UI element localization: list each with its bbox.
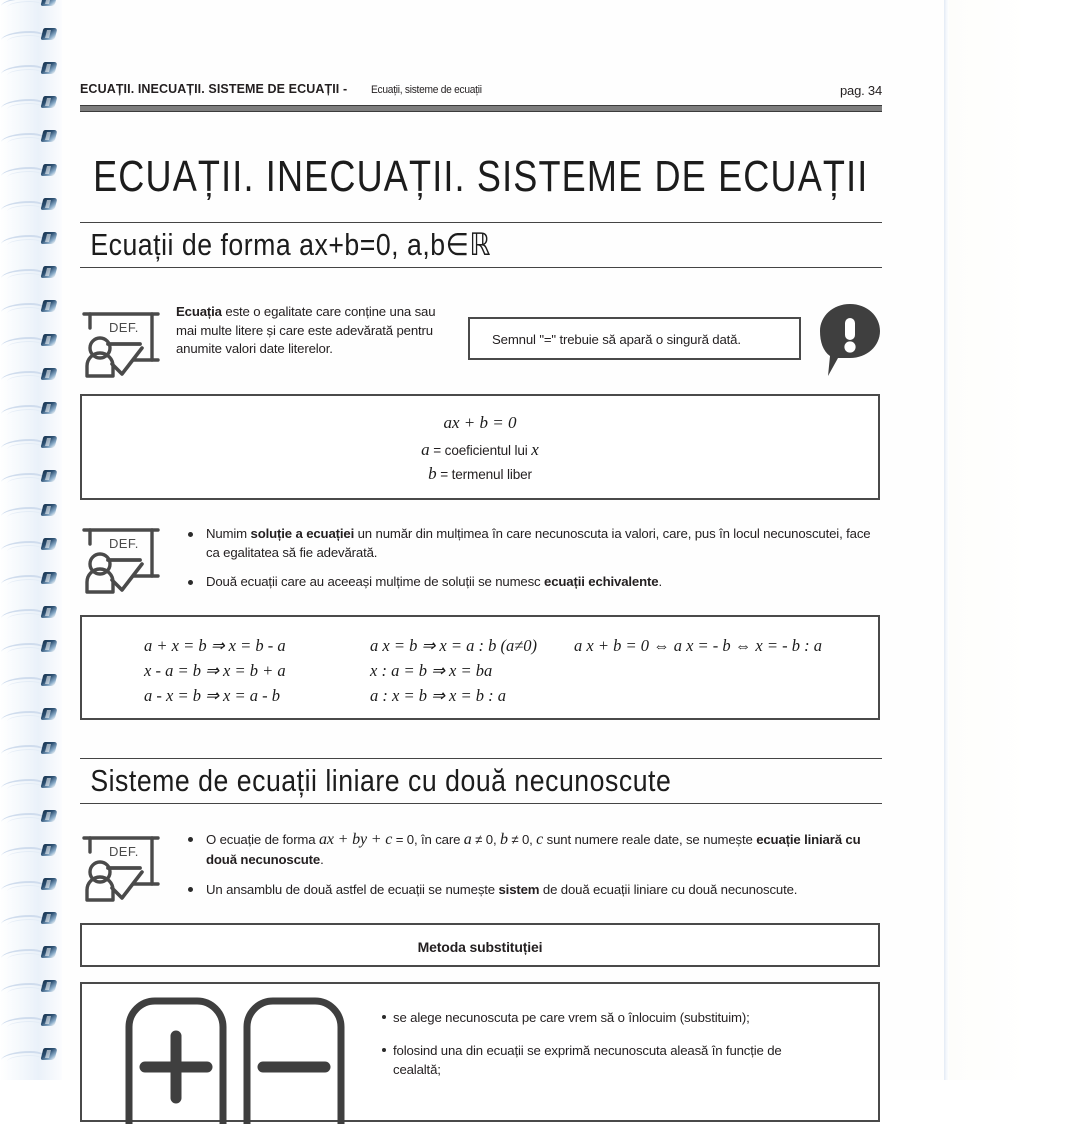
running-header-subtitle: Ecuații, sisteme de ecuații [371,84,482,96]
s2-bullet-1-mid-2: ≠ 0, [471,832,500,847]
page-number: pag. 34 [840,83,882,98]
formula-a-text: = coeficientul lui [429,443,532,458]
running-header-title: ECUAȚII. INECUAȚII. SISTEME DE ECUAȚII - [80,82,348,96]
section-1-rule-bottom [80,267,882,268]
list-item: se alege necunoscuta pe care vrem să o înlocuim (substituim); [382,1008,832,1027]
formula-line-b [82,464,878,485]
definition-icon-2-label: DEF. [109,536,139,551]
s2-bullet-1-math-3: b [499,831,508,848]
spiral-ring [2,708,60,721]
spiral-ring [2,1048,60,1061]
definition-icon [78,304,164,376]
spiral-ring [2,96,60,109]
section-1-heading: Ecuații de forma ax+b=0, a,b∈ℝ [90,227,492,262]
s2-bullet-1-math-2: a [463,831,472,848]
s2-bullet-1-math-4: c [536,831,544,848]
s2-bullet-1-mid-4: sunt numere reale date, se numește [543,832,757,847]
page-right-margin [949,0,1080,1080]
warning-icon [818,302,882,378]
spiral-ring [2,28,60,41]
equation-c1-r2: x - a = b ⇒ x = b + a [144,661,286,680]
s2-bullet-1-mid-1: = 0, în care [392,832,464,847]
spiral-ring [2,130,60,143]
bullet-1-post: un număr din mulțimea în care necunoscuta ia valori, care, pus în locul necunoscutei, face ca egalitatea să fie adevărată. [206,526,871,560]
equation-c2-r2: x : a = b ⇒ x = ba [370,661,493,680]
s2-bullet-1-pre: O ecuație de forma [206,832,319,847]
formula-a-var: x [531,440,539,459]
method-title-box [80,923,880,967]
minus-key-icon [242,996,346,1129]
definition-icon-3 [78,828,164,900]
section-2-heading-block [80,758,882,804]
s2-bullet-2-bold: sistem [498,882,540,897]
spiral-ring [2,470,60,483]
bullet-2-pre: Două ecuații care au aceeași mulțime de soluții se numesc [206,574,545,590]
equation-c1-r1: a + x = b ⇒ x = b - a [144,636,286,655]
equation-c1-r3: a - x = b ⇒ x = a - b [144,686,280,705]
spiral-ring [2,436,60,449]
spiral-ring [2,640,60,653]
page-title-text: ECUAȚII. INECUAȚII. SISTEME DE ECUAȚII [93,152,869,201]
method-content-box [80,982,880,1122]
list-item [180,525,880,562]
formula-main: ax + b = 0 [443,413,517,432]
spiral-ring [2,606,60,619]
spiral-ring [2,946,60,959]
bullet-2-bold: ecuații echivalente [544,574,659,590]
note-box [468,317,801,360]
s2-bullet-1-mid-3: ≠ 0, [507,832,537,847]
definition-text [176,303,446,359]
spiral-ring [2,504,60,517]
spiral-ring [2,878,60,891]
formula-b-symbol: b [428,464,437,483]
spiral-ring [2,844,60,857]
note-box-text: Semnul "=" trebuie să apară o singură dată. [492,332,741,347]
list-item [180,880,870,900]
running-header [80,82,882,104]
method-title: Metoda substituției [417,939,543,955]
formula-b-text: = termenul liber [436,467,532,482]
bullet-1-pre: Numim [206,526,251,541]
spiral-ring [2,266,60,279]
spiral-ring [2,402,60,415]
spiral-ring [2,912,60,925]
equation-column-1 [144,633,286,708]
formula-box [80,394,880,500]
formula-line-a [82,440,878,461]
s2-bullet-1-math-1: ax + by + c [318,831,393,848]
spiral-ring [2,810,60,823]
s2-bullet-2-post: de două ecuații liniare cu două necunoscute. [539,882,798,897]
spiral-ring [2,742,60,755]
spiral-ring [2,368,60,381]
definition-icon-3-label: DEF. [109,844,139,859]
spiral-ring [2,980,60,993]
equation-c3-r1: a x + b = 0 ⇔ a x = - b ⇔ x = - b : a [574,636,822,655]
page-title [0,153,962,201]
equation-column-2 [370,633,537,708]
equation-column-3 [574,633,822,658]
s2-bullet-1-post: . [320,852,324,867]
section-1-heading-block [80,222,882,268]
s2-bullet-1-bold: ecuație liniară cu două necunoscute [206,832,861,867]
method-step-list [382,1008,832,1079]
spiral-ring [2,0,60,7]
equation-rules-box [80,615,880,720]
section-2-heading: Sisteme de ecuații liniare cu două necunoscute [90,763,672,798]
spiral-ring [2,538,60,551]
equation-c2-r3: a : x = b ⇒ x = b : a [370,686,506,705]
equation-c2-r1: a x = b ⇒ x = a : b (a≠0) [370,636,538,655]
spiral-ring [2,1014,60,1027]
spiral-ring [2,776,60,789]
spiral-ring [2,674,60,687]
list-item [180,573,880,592]
formula-a-symbol: a [421,440,430,459]
spiral-ring [2,300,60,313]
definition-lead: Ecuația [176,304,222,319]
definition-icon-2 [78,520,164,592]
list-item: folosind una din ecuații se exprimă necunoscuta aleasă în funcție de cealaltă; [382,1041,832,1079]
header-rule [80,105,882,112]
definition-icon-label: DEF. [109,320,139,335]
spiral-ring [2,334,60,347]
section-1-bullet-list [180,525,880,592]
section-2-bullet-list [180,830,870,900]
list-item [180,830,870,870]
bullet-2-post: . [658,574,662,590]
spiral-ring [2,232,60,245]
spiral-ring [2,572,60,585]
section-2-rule-bottom [80,803,882,804]
definition-body: este o egalitate care conține una sau mai multe litere și care este adevărată pentru anumite valori date literelor. [176,304,436,357]
plus-key-icon [124,996,228,1129]
s2-bullet-2-pre: Un ansamblu de două astfel de ecuații se numește [206,882,499,897]
bullet-1-bold: soluție a ecuației [250,526,355,541]
spiral-ring [2,62,60,75]
